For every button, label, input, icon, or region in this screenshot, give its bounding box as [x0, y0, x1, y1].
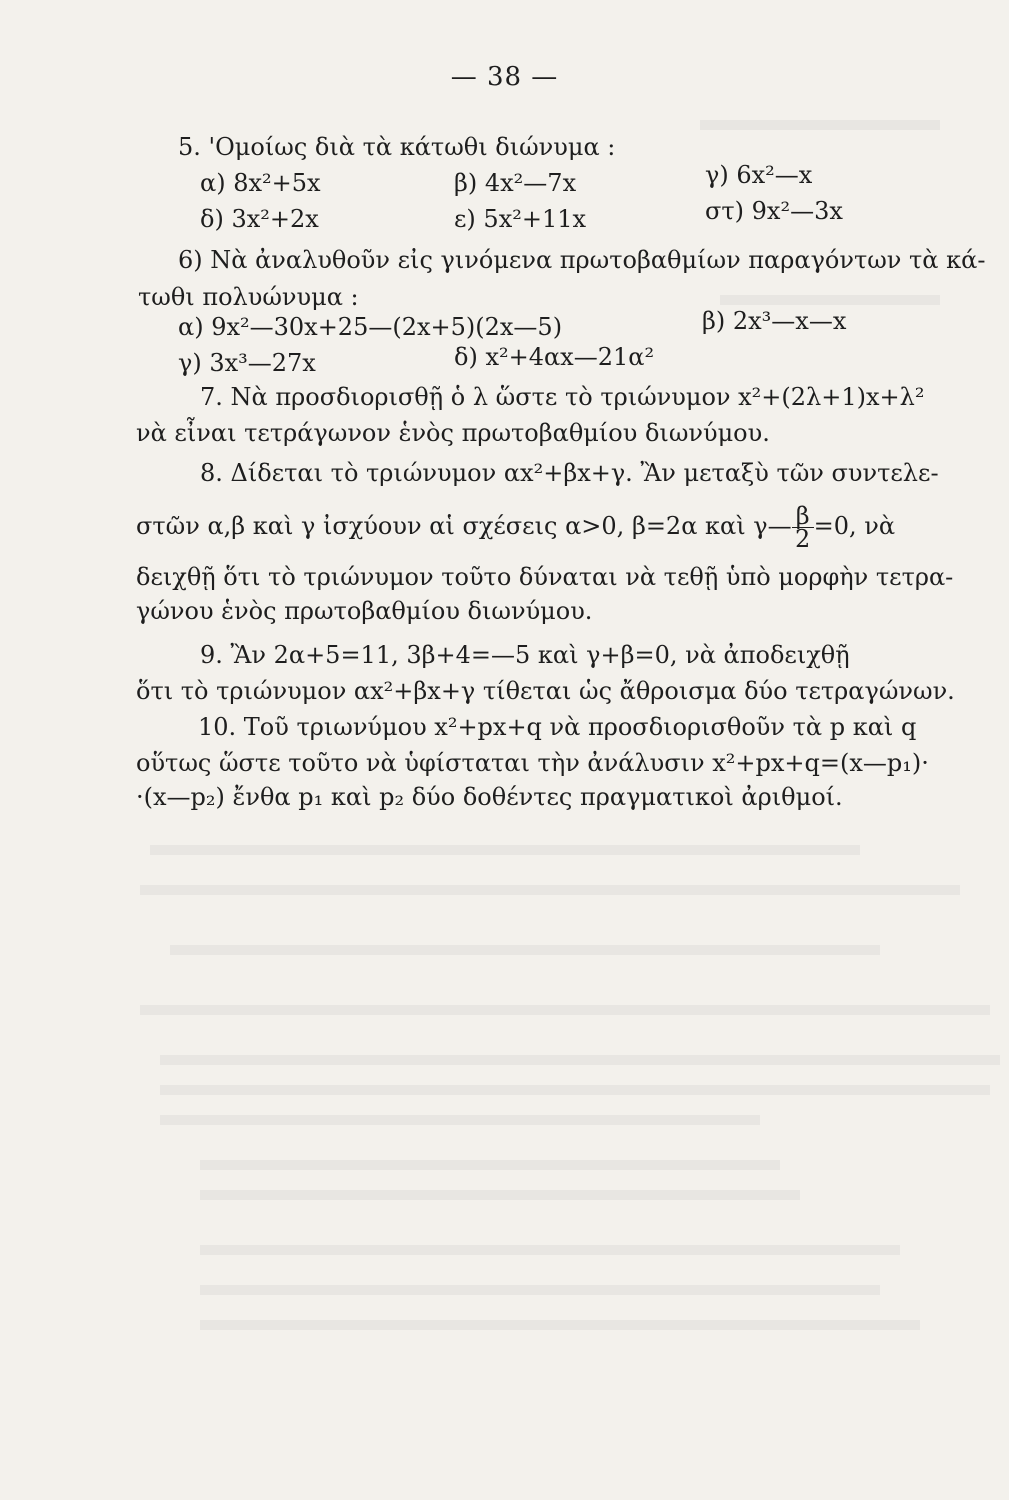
ex5-item-st: στ) 9x²—3x [705, 197, 843, 225]
ex6-line1: 6) Νὰ ἀναλυθοῦν εἰς γινόμενα πρωτοβαθμίων παραγόντων τὰ κά- [178, 246, 986, 274]
ex8-line2-end: =0, νὰ [813, 512, 896, 540]
ex5-item-b: β) 4x²—7x [454, 169, 577, 197]
ex7-line2: νὰ εἶναι τετράγωνον ἑνὸς πρωτοβαθμίου διωνύμου. [136, 419, 770, 447]
ex6-item-d: δ) x²+4αx—21α² [454, 343, 655, 371]
ex5-intro: 5. 'Ομοίως διὰ τὰ κάτωθι διώνυμα : [178, 133, 616, 161]
ex7-line1: 7. Νὰ προσδιορισθῇ ὁ λ ὥστε τὸ τριώνυμον x²+(2λ+1)x+λ² [200, 383, 925, 411]
page-number: — 38 — [450, 62, 559, 92]
ex5-item-a: α) 8x²+5x [200, 169, 321, 197]
ex9-line2: ὅτι τὸ τριώνυμον αx²+βx+γ τίθεται ὡς ἄθροισμα δύο τετραγώνων. [136, 677, 955, 705]
ex5-item-e: ε) 5x²+11x [454, 205, 587, 233]
ex6-item-b: β) 2x³—x—x [702, 307, 847, 335]
ex10-line2: οὕτως ὥστε τοῦτο νὰ ὑφίσταται τὴν ἀνάλυσιν x²+px+q=(x—p₁)· [136, 749, 929, 777]
ex9-line1: 9. Ἂν 2α+5=11, 3β+4=—5 καὶ γ+β=0, νὰ ἀποδειχθῇ [200, 641, 850, 669]
ex5-item-d: δ) 3x²+2x [200, 205, 319, 233]
ex10-line3: ·(x—p₂) ἔνθα p₁ καὶ p₂ δύο δοθέντες πραγματικοὶ ἀριθμοί. [136, 783, 843, 811]
ex5-item-c: γ) 6x²—x [705, 161, 813, 189]
ex6-item-c: γ) 3x³—27x [178, 349, 316, 377]
fraction-beta-over-2 [792, 502, 814, 553]
ex8-line2-text: στῶν α,β καὶ γ ἰσχύουν αἱ σχέσεις α>0, β=2α καὶ γ— [136, 512, 792, 540]
ex10-line1: 10. Τοῦ τριωνύμου x²+px+q νὰ προσδιορισθοῦν τὰ p καὶ q [198, 713, 917, 741]
fraction-numerator: β [795, 502, 810, 530]
ex6-item-a: α) 9x²—30x+25—(2x+5)(2x—5) [178, 313, 563, 341]
ex6-line2: τωθι πολυώνυμα : [138, 283, 359, 311]
ex8-line2 [136, 500, 895, 552]
ex8-line3: δειχθῇ ὅτι τὸ τριώνυμον τοῦτο δύναται νὰ τεθῇ ὑπὸ μορφὴν τετρα- [136, 563, 954, 591]
fraction-denominator: 2 [794, 525, 811, 553]
ex8-line1: 8. Δίδεται τὸ τριώνυμον αx²+βx+γ. Ἂν μεταξὺ τῶν συντελε- [200, 459, 939, 487]
ex8-line4: γώνου ἑνὸς πρωτοβαθμίου διωνύμου. [136, 597, 593, 625]
